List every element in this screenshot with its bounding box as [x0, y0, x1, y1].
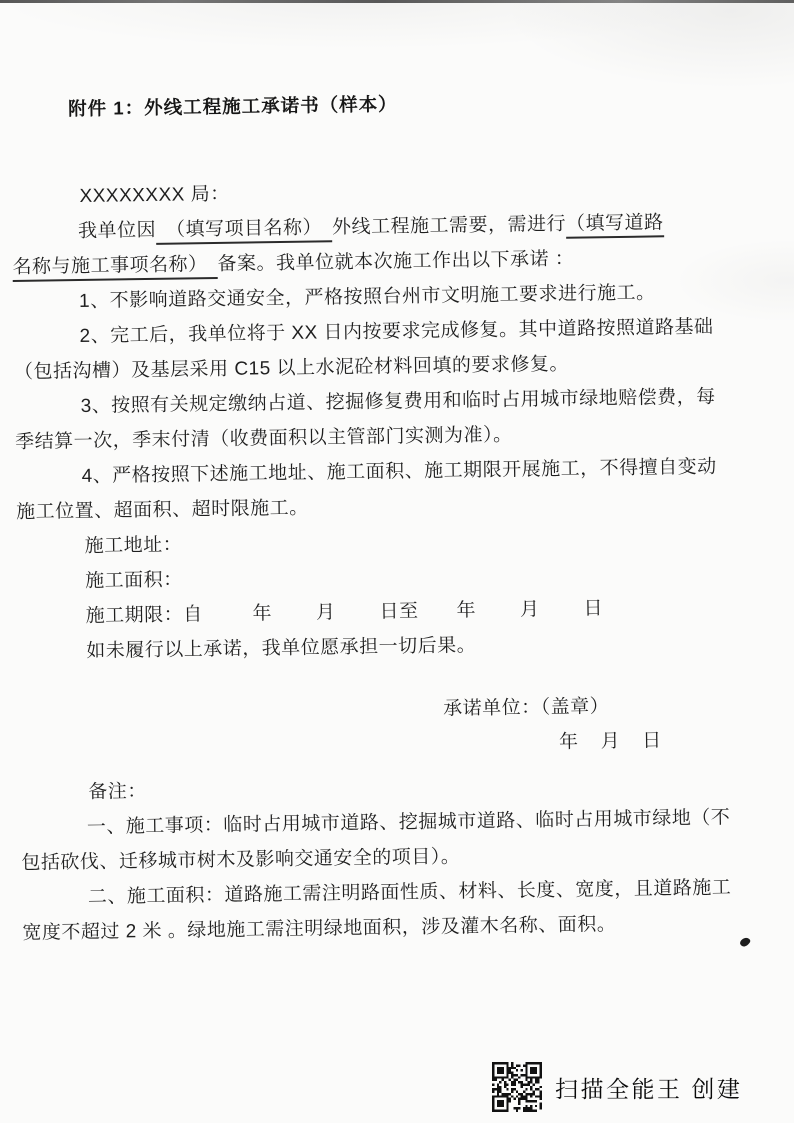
commitment-line: （包括沟槽）及基层采用 C15 以上水泥砼材料回填的要求修复。	[13, 353, 570, 383]
scanner-watermark-text: 扫描全能王 创建	[555, 1075, 743, 1102]
date-unit: 日	[641, 730, 662, 752]
commitment-line: 施工位置、超面积、超时限施工。	[16, 497, 309, 523]
salutation: XXXXXXXX 局：	[79, 183, 230, 207]
attachment-title: 附件 1：外线工程施工承诺书（样本）	[68, 93, 398, 120]
text-segment: 我单位因	[77, 219, 157, 243]
commitment-line: 3、按照有关规定缴纳占道、挖掘修复费用和临时占用城市绿地赔偿费，每	[80, 386, 716, 417]
period-unit: 月	[315, 602, 336, 624]
period-unit: 日	[583, 598, 604, 620]
date-unit: 月	[600, 731, 621, 753]
commitment-line: 季结算一次，季末付清（收费面积以主管部门实测为准）。	[14, 424, 513, 453]
commitment-line: 2、完工后，我单位将于 XX 日内按要求完成修复。其中道路按照道路基础	[79, 316, 714, 347]
consequence-statement: 如未履行以上承诺，我单位愿承担一切后果。	[86, 635, 477, 662]
period-unit: 日至	[379, 600, 419, 623]
field-construction-area: 施工面积：	[85, 569, 183, 592]
scan-edge-artifact	[0, 0, 794, 3]
commitments-section	[13, 274, 759, 530]
notes-section	[21, 800, 765, 951]
period-unit: 年	[456, 600, 477, 622]
note-line: 包括砍伐、迁移城市树木及影响交通安全的项目）。	[21, 846, 461, 874]
qr-code-icon	[492, 1062, 542, 1112]
commitment-line: 1、不影响道路交通安全，严格按照台州市文明施工要求进行施工。	[78, 282, 656, 312]
note-line: 一、施工事项：临时占用城市道路、挖掘城市道路、临时占用城市绿地（不	[86, 807, 731, 838]
note-line: 宽度不超过 2 米 。绿地施工需注明绿地面积，涉及灌木名称、面积。	[22, 914, 617, 944]
fill-in-blank: （填写项目名称）	[156, 217, 332, 245]
notes-title: 备注：	[88, 781, 148, 803]
fill-in-blank: 名称与施工事项名称）	[12, 254, 217, 282]
date-unit: 年	[558, 731, 579, 753]
scanner-watermark	[492, 1060, 742, 1114]
note-line: 二、施工面积：道路施工需注明路面性质、材料、长度、宽度，且道路施工	[87, 877, 732, 908]
field-construction-address: 施工地址：	[84, 534, 183, 557]
period-unit: 年	[252, 603, 273, 625]
text-segment: 外线工程施工需要，需进行	[331, 213, 567, 239]
period-unit: 月	[519, 599, 540, 621]
period-label: 施工期限：自	[85, 604, 203, 627]
commitment-line: 4、严格按照下述施工地址、施工面积、施工期限开展施工，不得擅自变动	[81, 456, 717, 487]
text-segment: 备案。我单位就本次施工作出以下承诺 ：	[217, 248, 575, 275]
signature-unit-line: 承诺单位：（盖章）	[442, 696, 610, 720]
document-page	[10, 85, 765, 951]
fill-in-blank: （填写道路	[566, 212, 664, 238]
